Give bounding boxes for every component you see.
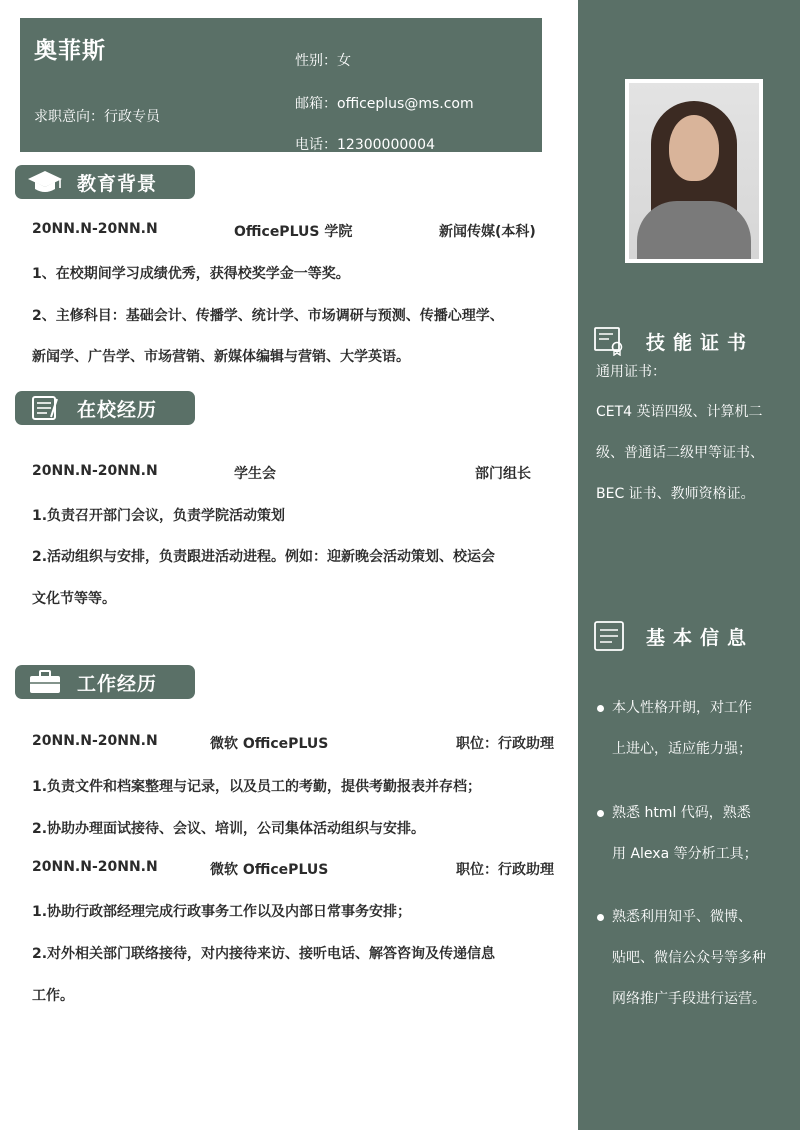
text-line: 2.协助办理面试接待、会议、培训，公司集体活动组织与安排。 (32, 821, 426, 837)
date: 20NN.N-20NN.N (32, 859, 158, 875)
text-line: 2.活动组织与安排，负责跟进活动进程。例如：迎新晚会活动策划、校运会 (32, 549, 496, 565)
info-line: 网络推广手段进行运营。 (612, 991, 766, 1007)
candidate-name: 奥菲斯 (34, 38, 106, 64)
section-title: 技能证书 (646, 331, 755, 354)
text-line: 2.对外相关部门联络接待，对内接待来访、接听电话、解答咨询及传递信息 (32, 946, 496, 962)
info-item (596, 793, 792, 875)
position: 职位：行政助理 (456, 862, 554, 878)
phone: 电话：12300000004 (295, 137, 435, 153)
text-line: 新闻学、广告学、市场营销、新媒体编辑与营销、大学英语。 (32, 349, 410, 365)
text-line: 1、在校期间学习成绩优秀，获得校奖学金一等奖。 (32, 266, 350, 282)
gender: 性别：女 (295, 53, 351, 69)
company: 微软 OfficePLUS (210, 736, 329, 752)
skills-line: BEC 证书、教师资格证。 (596, 486, 755, 502)
briefcase-icon (27, 669, 63, 695)
date: 20NN.N-20NN.N (32, 463, 158, 479)
work-entry (32, 733, 564, 755)
work-entry (32, 859, 564, 881)
text-line: 2、主修科目：基础会计、传播学、统计学、市场调研与预测、传播心理学、 (32, 308, 504, 324)
info-line: 熟悉 html 代码，熟悉 (612, 805, 751, 821)
skills-line: 级、普通话二级甲等证书、 (596, 445, 764, 461)
section-title: 基本信息 (646, 626, 755, 649)
major: 新闻传媒(本科) (439, 224, 536, 240)
organization: 学生会 (234, 466, 276, 482)
job-intent: 求职意向：行政专员 (34, 109, 160, 125)
sidebar (578, 0, 800, 1130)
date: 20NN.N-20NN.N (32, 733, 158, 749)
company: 微软 OfficePLUS (210, 862, 329, 878)
email: 邮箱：officeplus@ms.com (295, 96, 474, 112)
info-line: 本人性格开朗，对工作 (612, 700, 752, 716)
section-title: 在校经历 (77, 398, 158, 421)
text-line: 1.负责文件和档案整理与记录，以及员工的考勤，提供考勤报表并存档； (32, 779, 482, 795)
position: 职位：行政助理 (456, 736, 554, 752)
text-line: 工作。 (32, 988, 74, 1004)
section-title: 工作经历 (77, 672, 158, 695)
date: 20NN.N-20NN.N (32, 221, 158, 237)
skills-line: CET4 英语四级、计算机二 (596, 404, 763, 420)
info-line: 熟悉利用知乎、微博、 (612, 909, 752, 925)
header-panel (20, 18, 542, 152)
section-title: 教育背景 (77, 172, 158, 195)
graduation-cap-icon (27, 169, 63, 195)
text-line: 1.负责召开部门会议，负责学院活动策划 (32, 508, 286, 524)
notebook-icon (27, 395, 63, 421)
info-line: 上进心，适应能力强； (612, 741, 752, 757)
role: 部门组长 (475, 466, 531, 482)
campus-entry (32, 463, 564, 485)
profile-photo (625, 79, 763, 263)
section-info (594, 621, 754, 651)
info-item (596, 897, 792, 1020)
portrait (629, 83, 759, 259)
skills-subtitle: 通用证书： (596, 364, 666, 380)
section-education (15, 165, 195, 199)
text-line: 文化节等等。 (32, 591, 116, 607)
section-work (15, 665, 195, 699)
education-entry (32, 221, 564, 243)
school: OfficePLUS 学院 (234, 224, 353, 240)
notes-icon (594, 621, 624, 651)
section-campus (15, 391, 195, 425)
section-skills (594, 326, 754, 356)
info-line: 贴吧、微信公众号等多种 (612, 950, 766, 966)
text-line: 1.协助行政部经理完成行政事务工作以及内部日常事务安排； (32, 904, 412, 920)
certificate-icon (594, 326, 624, 356)
info-line: 用 Alexa 等分析工具； (612, 846, 758, 862)
info-item (596, 688, 792, 770)
